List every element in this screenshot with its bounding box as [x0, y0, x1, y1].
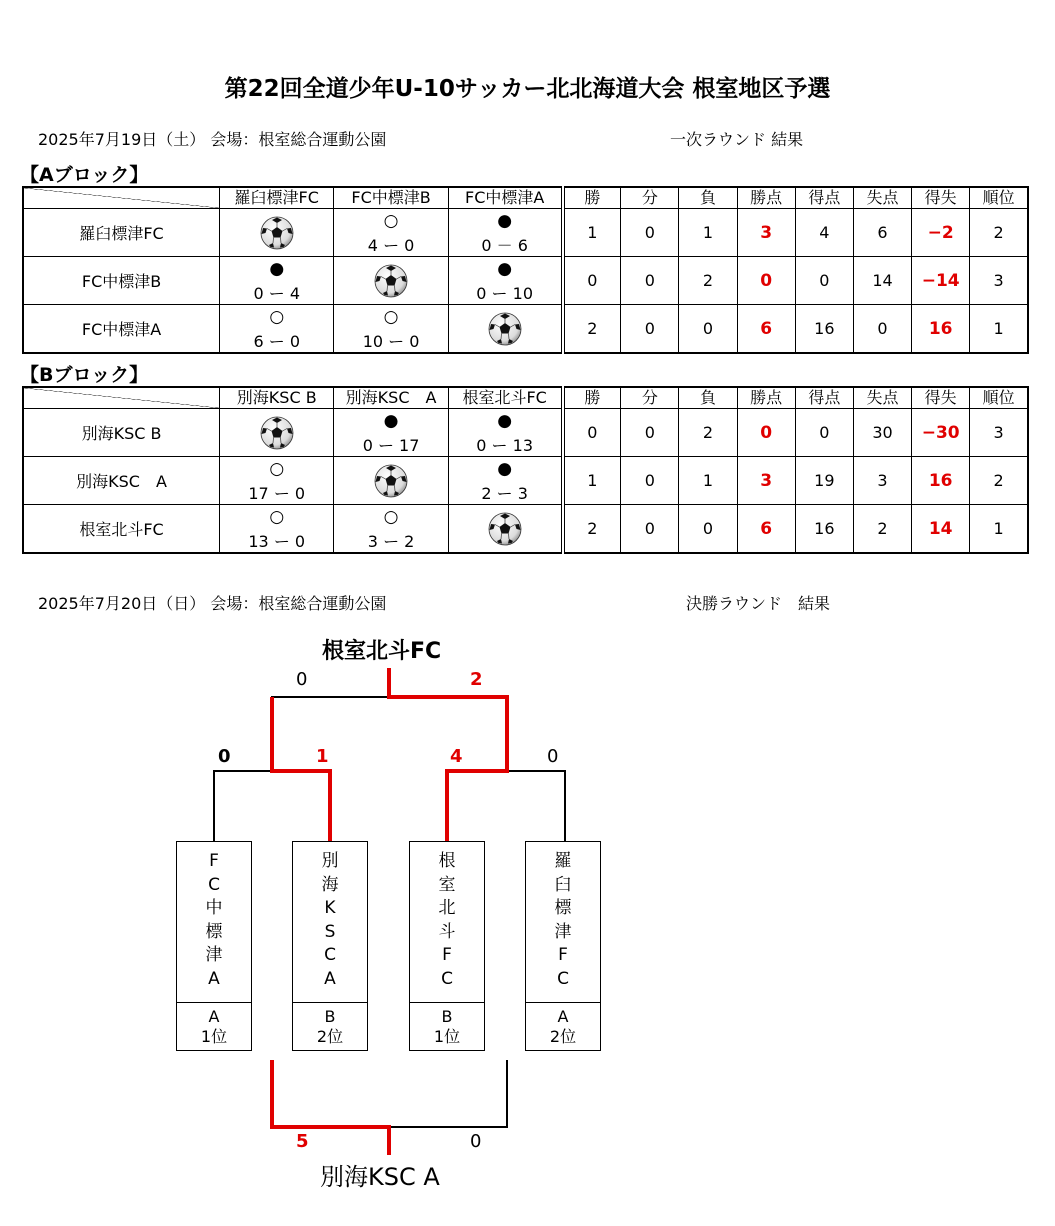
goal-diff-cell: −14: [912, 257, 970, 305]
bracket-team-seed: [293, 1002, 367, 1052]
win-mark-icon: ○: [269, 307, 285, 327]
final-winner: 根室北斗FC: [322, 639, 442, 664]
match-score: 0 ー 10: [476, 284, 533, 303]
block-a-header-cell: 負: [679, 187, 737, 209]
block-b-label: 【Bブロック】: [20, 364, 149, 386]
wins-cell: 0: [563, 409, 621, 457]
rank-cell: 1: [970, 505, 1028, 554]
team-name-cell: 別海KSC B: [23, 409, 220, 457]
goals-against-cell: 14: [853, 257, 911, 305]
goals-for-cell: 0: [795, 257, 853, 305]
team-name-cell: FC中標津B: [23, 257, 220, 305]
third-win-line: [272, 1060, 389, 1155]
goals-for-cell: 0: [795, 409, 853, 457]
win-mark-icon: ○: [383, 307, 399, 327]
win-mark-icon: ○: [383, 507, 399, 527]
rank-cell: 1: [970, 305, 1028, 354]
bracket-team-char: 羅: [554, 851, 572, 871]
third-score-left: 5: [296, 1131, 309, 1152]
block-a-header-cell: 順位: [970, 187, 1028, 209]
match-score: 6 ー 0: [253, 332, 301, 351]
wins-cell: 2: [563, 305, 621, 354]
bracket-team-seed: [526, 1002, 600, 1052]
draws-cell: 0: [621, 457, 679, 505]
block-b-header-cell: 勝: [563, 387, 621, 409]
goals-for-cell: 16: [795, 305, 853, 354]
draws-cell: 0: [621, 505, 679, 554]
bracket-team-char: 北: [438, 898, 456, 918]
third-right-line: [389, 1060, 507, 1127]
match-score: 0 － 6: [481, 236, 528, 255]
block-a-header-cell: FC中標津A: [448, 187, 562, 209]
block-b-header-cell: 順位: [970, 387, 1028, 409]
bracket-team-char: C: [441, 968, 453, 989]
match-score: 0 ー 4: [253, 284, 301, 303]
losses-cell: 1: [679, 209, 737, 257]
bracket-team-box: [409, 841, 485, 1051]
block-b-header-cell: 別海KSC A: [334, 387, 448, 409]
bracket-team-char: 海: [321, 874, 339, 895]
bracket-team-char: 津: [205, 945, 223, 965]
wins-cell: 0: [563, 257, 621, 305]
bracket-team-char: 根: [438, 851, 456, 871]
goals-against-cell: 3: [853, 457, 911, 505]
block-a-label: 【Aブロック】: [20, 164, 149, 186]
match-score: 13 ー 0: [248, 532, 306, 551]
bracket-team-char: A: [208, 968, 220, 989]
seed-rank: 1位: [433, 1027, 461, 1046]
bracket-team-char: 室: [438, 874, 456, 895]
round1-date-venue: 2025年7月19日（土） 会場：根室総合運動公園: [38, 130, 387, 149]
losses-cell: 1: [679, 457, 737, 505]
seed-block: B: [441, 1007, 453, 1026]
seed-rank: 1位: [200, 1027, 228, 1046]
points-cell: 3: [737, 209, 795, 257]
bracket-team-char: C: [324, 945, 336, 965]
third-score-right: 0: [470, 1131, 482, 1152]
round2-date-venue: 2025年7月20日（日） 会場：根室総合運動公園: [38, 594, 387, 613]
block-b-header-cell: 分: [621, 387, 679, 409]
semi2-right-line: [507, 771, 565, 841]
semi1-left-line: [214, 771, 272, 841]
goals-against-cell: 0: [853, 305, 911, 354]
semi1-score-left: 0: [218, 746, 231, 767]
match-score: 3 ー 2: [367, 532, 415, 551]
losses-cell: 2: [679, 257, 737, 305]
goals-against-cell: 2: [853, 505, 911, 554]
match-score: 0 ー 13: [476, 436, 533, 455]
bracket-team-char: 臼: [554, 874, 572, 895]
goal-diff-cell: 16: [912, 457, 970, 505]
bracket-team-box: [525, 841, 601, 1051]
rank-cell: 2: [970, 209, 1028, 257]
goal-diff-cell: 16: [912, 305, 970, 354]
draws-cell: 0: [621, 257, 679, 305]
loss-mark-icon: ●: [497, 211, 513, 231]
match-score: 2 ー 3: [481, 484, 528, 503]
bracket-team-seed: [410, 1002, 484, 1052]
final-score-left: 0: [296, 669, 308, 690]
page-title: 第22回全道少年U-10サッカー北北海道大会 根室地区予選: [224, 76, 831, 102]
bracket-team-name: [177, 850, 251, 991]
block-a-header-cell: 得点: [795, 187, 853, 209]
points-cell: 0: [737, 257, 795, 305]
bracket-team-name: [410, 850, 484, 991]
loss-mark-icon: ●: [497, 459, 513, 479]
bracket-team-char: 斗: [438, 921, 456, 942]
goal-diff-cell: 14: [912, 505, 970, 554]
goal-diff-cell: −2: [912, 209, 970, 257]
losses-cell: 0: [679, 305, 737, 354]
goals-for-cell: 19: [795, 457, 853, 505]
block-b-header-cell: 失点: [853, 387, 911, 409]
bracket-black-lines: [214, 697, 565, 1127]
bracket-team-char: 津: [554, 921, 572, 942]
team-name-cell: 別海KSC A: [23, 457, 220, 505]
final-left-line: [272, 697, 507, 771]
final-score-right: 2: [470, 669, 483, 690]
final-win-line: [389, 668, 507, 841]
bracket-team-char: 別: [321, 851, 339, 871]
block-a-header-cell: 羅臼標津FC: [220, 187, 334, 209]
points-cell: 0: [737, 409, 795, 457]
team-name-cell: FC中標津A: [23, 305, 220, 354]
rank-cell: 3: [970, 257, 1028, 305]
match-score: 10 ー 0: [362, 332, 420, 351]
loss-mark-icon: ●: [497, 259, 513, 279]
third-place-winner: 別海KSC A: [320, 1163, 440, 1191]
match-score: 4 ー 0: [367, 236, 415, 255]
draws-cell: 0: [621, 209, 679, 257]
bracket-team-char: 標: [205, 921, 223, 942]
win-mark-icon: ○: [269, 459, 285, 479]
bracket-team-char: C: [557, 968, 569, 989]
block-b-header-cell: 根室北斗FC: [448, 387, 562, 409]
block-b-header-cell: 得点: [795, 387, 853, 409]
losses-cell: 2: [679, 409, 737, 457]
goal-diff-cell: −30: [912, 409, 970, 457]
match-score: 0 ー 17: [362, 436, 420, 455]
win-mark-icon: ○: [269, 507, 285, 527]
bracket-team-box: [176, 841, 252, 1051]
points-cell: 3: [737, 457, 795, 505]
round1-label: 一次ラウンド 結果: [670, 130, 804, 149]
bracket-team-char: S: [324, 921, 336, 942]
bracket-team-name: [293, 850, 367, 991]
losses-cell: 0: [679, 505, 737, 554]
semi2-score-right: 0: [547, 746, 559, 767]
semi2-score-left: 4: [450, 746, 463, 767]
bracket-team-char: 中: [205, 898, 223, 918]
seed-block: B: [324, 1007, 336, 1026]
semi1-score-right: 1: [316, 746, 329, 767]
bracket-team-char: C: [208, 874, 220, 895]
bracket-team-char: F: [442, 945, 452, 965]
win-mark-icon: ○: [383, 211, 399, 231]
block-b-header-cell: 勝点: [737, 387, 795, 409]
round2-label: 決勝ラウンド 結果: [686, 594, 831, 613]
bracket-team-char: 標: [554, 898, 572, 918]
rank-cell: 2: [970, 457, 1028, 505]
match-score: 17 ー 0: [248, 484, 306, 503]
team-name-cell: 羅臼標津FC: [23, 209, 220, 257]
bracket-team-char: F: [209, 851, 219, 871]
rank-cell: 3: [970, 409, 1028, 457]
seed-block: A: [557, 1007, 569, 1026]
bracket-team-char: F: [558, 945, 568, 965]
goals-for-cell: 16: [795, 505, 853, 554]
block-a-header-cell: 勝: [563, 187, 621, 209]
bracket-team-char: K: [324, 898, 336, 918]
seed-rank: 2位: [549, 1027, 577, 1046]
goals-for-cell: 4: [795, 209, 853, 257]
draws-cell: 0: [621, 305, 679, 354]
team-name-cell: 根室北斗FC: [23, 505, 220, 554]
bracket-team-name: [526, 850, 600, 991]
bracket-team-seed: [177, 1002, 251, 1052]
loss-mark-icon: ●: [497, 411, 513, 431]
goals-against-cell: 6: [853, 209, 911, 257]
block-a-header-cell: 失点: [853, 187, 911, 209]
loss-mark-icon: ●: [383, 411, 399, 431]
block-a-header-cell: 勝点: [737, 187, 795, 209]
seed-block: A: [208, 1007, 220, 1026]
block-a-header-cell: FC中標津B: [334, 187, 448, 209]
block-b-header-cell: 得失: [912, 387, 970, 409]
block-a-header-cell: 得失: [912, 187, 970, 209]
block-b-header-cell: 負: [679, 387, 737, 409]
points-cell: 6: [737, 305, 795, 354]
draws-cell: 0: [621, 409, 679, 457]
points-cell: 6: [737, 505, 795, 554]
wins-cell: 1: [563, 209, 621, 257]
bracket-team-char: A: [324, 968, 336, 989]
wins-cell: 1: [563, 457, 621, 505]
block-a-header-cell: 分: [621, 187, 679, 209]
loss-mark-icon: ●: [269, 259, 285, 279]
wins-cell: 2: [563, 505, 621, 554]
bracket-team-box: [292, 841, 368, 1051]
seed-rank: 2位: [316, 1027, 344, 1046]
semi1-win-line: [272, 697, 330, 841]
goals-against-cell: 30: [853, 409, 911, 457]
block-b-header-cell: 別海KSC B: [220, 387, 334, 409]
